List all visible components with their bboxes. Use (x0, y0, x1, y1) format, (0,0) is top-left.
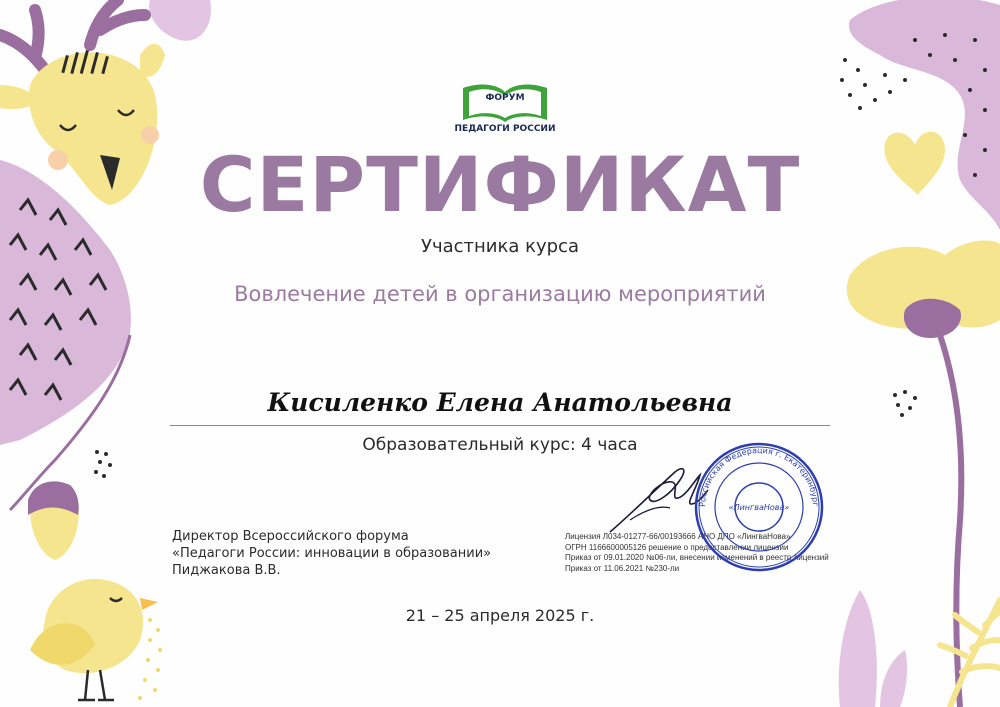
name-underline (170, 425, 830, 426)
certificate-subtitle: Участника курса (421, 236, 579, 257)
stamp-outer-text: Российская Федерация г. Екатеринбург (697, 445, 821, 508)
course-hours: Образовательный курс: 4 часа (362, 435, 638, 455)
logo-text-top: ФОРУМ (485, 93, 525, 103)
certificate-title: СЕРТИФИКАТ (199, 140, 801, 229)
license-line-3: Приказ от 09.01.2020 №06-ли, внесении изменений в реестр лицензий (565, 553, 829, 562)
stamp-center-text: «ЛингваНова» (728, 503, 790, 512)
director-name: Пиджакова В.В. (172, 563, 281, 578)
course-name: Вовлечение детей в организацию мероприятий (234, 282, 766, 306)
license-line-1: Лицензия Л034-01277-66/00193666 АНО ДПО «ЛингваНова» (565, 532, 791, 541)
course-date: 21 – 25 апреля 2025 г. (405, 606, 595, 625)
director-title: Директор Всероссийского форума (172, 529, 409, 544)
director-forum: «Педагоги России: инновации в образовании» (172, 546, 492, 561)
official-stamp (693, 441, 825, 573)
license-line-4: Приказ от 11.06.2021 №230-ли (565, 563, 680, 573)
license-line-2: ОГРН 1166600005126 решение о предоставлении лицензии (565, 542, 789, 552)
recipient-name: Кисиленко Елена Анатольевна (267, 388, 733, 417)
logo-text-bottom: ПЕДАГОГИ РОССИИ (454, 124, 556, 134)
forum-logo (455, 80, 555, 138)
director-block (172, 528, 552, 579)
